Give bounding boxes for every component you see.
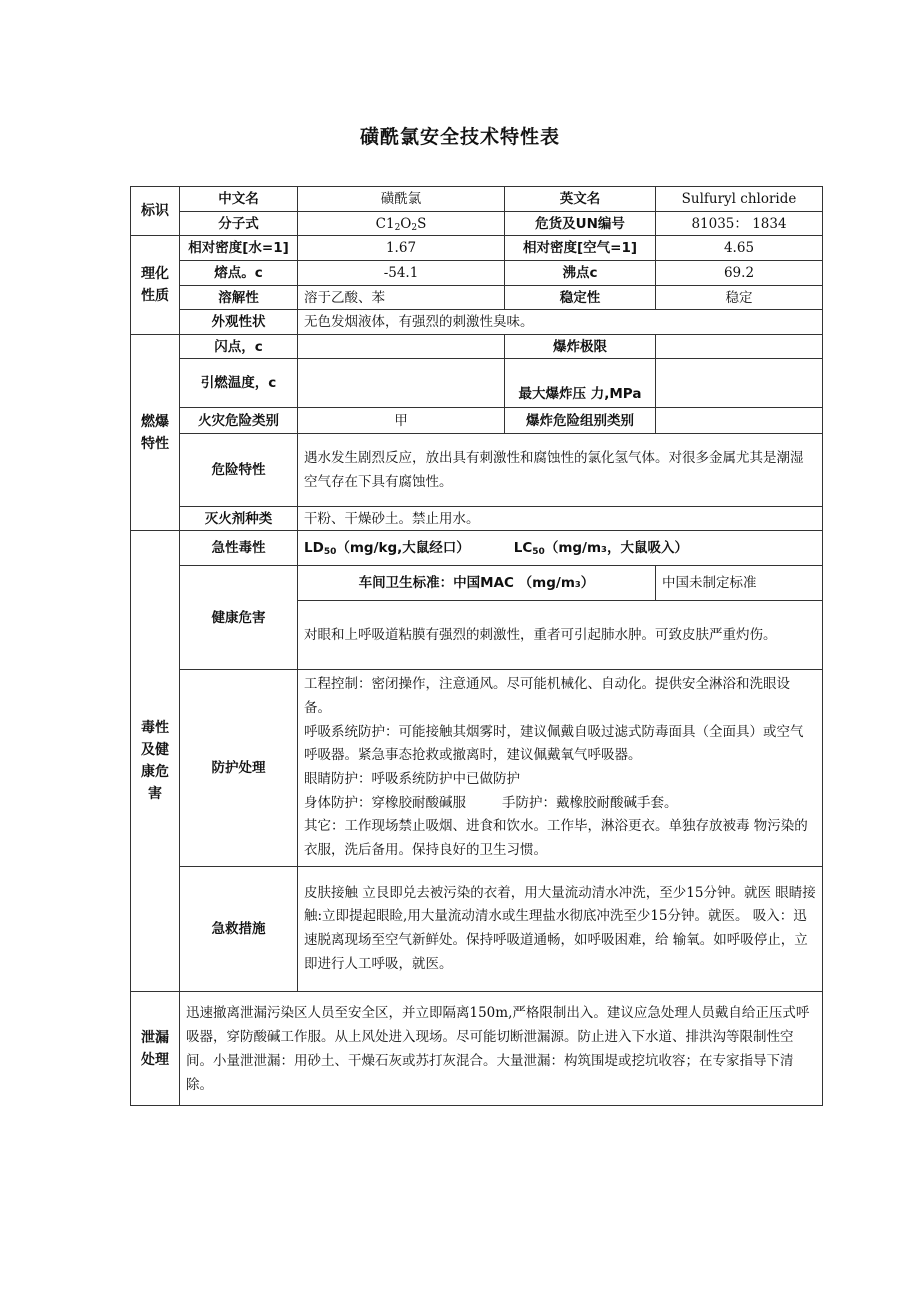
row-density (131, 236, 823, 261)
melting-label: 熔点。c (180, 261, 298, 286)
solubility-value: 溶于乙酸、苯 (298, 286, 505, 310)
body-hand-protection: 身体防护：穿橡胶耐酸碱服 手防护：戴橡胶耐酸碱手套。 (304, 794, 678, 811)
row-extinguish (131, 507, 823, 531)
en-name-value: Sulfuryl chloride (656, 187, 823, 212)
section-leakage: 泄漏 处理 (131, 992, 180, 1106)
en-name-label: 英文名 (505, 187, 656, 212)
explosion-group-label: 爆炸危险组别类别 (505, 408, 656, 434)
firstaid-value: 皮肤接触 立艮即兑去被污染的衣着，用大量流动清水冲洗，至少15分钟。就医 眼睛接触:立即提起眼睑,用大量流动清水或生理盐水彻底冲洗至少15分钟。就医。 吸入：迅速脱离现场至空气新鲜处。保持呼吸道通畅，如呼吸困难，给 输氧。如呼吸停止，立即进行人工呼吸，就医。 (298, 867, 823, 992)
extinguish-label: 灭火剂种类 (180, 507, 298, 531)
cn-name-label: 中文名 (180, 187, 298, 212)
row-acute (131, 531, 823, 566)
row-formula (131, 212, 823, 236)
density-water-label: 相对密度[水=1] (180, 236, 298, 261)
boiling-value: 69.2 (656, 261, 823, 286)
appearance-value: 无色发烟液体，有强烈的刺激性臭味。 (298, 310, 823, 335)
flash-label: 闪点，c (180, 335, 298, 359)
explosion-group-value (656, 408, 823, 434)
section-combustion: 燃爆 特性 (131, 335, 180, 531)
explosion-limit-value (656, 335, 823, 359)
mac-label: 车间卫生标准：中国MAC （mg/m₃） (298, 566, 656, 601)
ignition-value (298, 359, 505, 408)
health-label: 健康危害 (180, 566, 298, 670)
density-air-value: 4.65 (656, 236, 823, 261)
row-ignition (131, 359, 823, 408)
firstaid-label: 急救措施 (180, 867, 298, 992)
safety-data-table (130, 186, 823, 1106)
cn-name-value: 磺酰氯 (298, 187, 505, 212)
appearance-label: 外观性状 (180, 310, 298, 335)
row-mac (131, 566, 823, 601)
other-protection: 其它：工作现场禁止吸烟、进食和饮水。工作毕，淋浴更衣。单独存放被毒 物污染的衣服，洗后备用。保持良好的卫生习惯。 (304, 818, 808, 859)
row-solubility (131, 286, 823, 310)
fire-class-label: 火灾危险类别 (180, 408, 298, 434)
max-pressure-value (656, 359, 823, 408)
row-names (131, 187, 823, 212)
leakage-value: 迅速撤离泄漏污染区人员至安全区，并立即隔离150m,严格限制出入。建议应急处理人员戴自给正压式呼吸器，穿防酸碱工作服。从上风处进入现场。尽可能切断泄漏源。防止进入下水道、排洪沟等限制性空间。小量泄泄漏：用砂土、干燥石灰或苏打灰混合。大量泄漏：构筑围堤或挖坑收容；在专家指导下清除。 (180, 992, 823, 1106)
solubility-label: 溶解性 (180, 286, 298, 310)
row-fire-class (131, 408, 823, 434)
extinguish-value: 干粉、干燥砂土。禁止用水。 (298, 507, 823, 531)
density-water-value: 1.67 (298, 236, 505, 261)
flash-value (298, 335, 505, 359)
boiling-label: 沸点c (505, 261, 656, 286)
row-flash (131, 335, 823, 359)
section-physchem: 理化 性质 (131, 236, 180, 335)
row-hazard (131, 434, 823, 507)
max-pressure-label: 最大爆炸压 力,MPa (505, 359, 656, 408)
un-number-value: 81035： 1834 (656, 212, 823, 236)
hazard-label: 危险特性 (180, 434, 298, 507)
row-leakage (131, 992, 823, 1106)
protection-label: 防护处理 (180, 670, 298, 867)
stability-label: 稳定性 (505, 286, 656, 310)
health-value: 对眼和上呼吸道粘膜有强烈的刺激性，重者可引起肺水肿。可致皮肤严重灼伤。 (298, 601, 823, 670)
row-melting (131, 261, 823, 286)
stability-value: 稳定 (656, 286, 823, 310)
explosion-limit-label: 爆炸极限 (505, 335, 656, 359)
acute-label: 急性毒性 (180, 531, 298, 566)
row-firstaid (131, 867, 823, 992)
ignition-label: 引燃温度，c (180, 359, 298, 408)
acute-value: $LD_{50}(mg/kg$,大鼠经口） $LC_{50}(mg/m_3$，大鼠吸入） (298, 531, 823, 566)
page-title: 磺酰氯安全技术特性表 (359, 126, 560, 148)
section-toxicity: 毒性 及健 康危 害 (131, 531, 180, 992)
engineering-control: 工程控制：密闭操作，注意通风。尽可能机械化、自动化。提供安全淋浴和洗眼设备。 (304, 676, 790, 716)
respiratory-protection: 呼吸系统防护：可能接触其烟雾时，建议佩戴自吸过滤式防毒面具（全面具）或空气呼吸器。紧急事态抢救或撤离时，建议佩戴氧气呼吸器。 (304, 723, 804, 764)
mac-value: 中国未制定标准 (656, 566, 823, 601)
melting-value: -54.1 (298, 261, 505, 286)
fire-class-value: 甲 (298, 408, 505, 434)
section-identification: 标识 (131, 187, 180, 236)
formula-label: 分子式 (180, 212, 298, 236)
eye-protection: 眼睛防护：呼吸系统防护中已做防护 (304, 771, 520, 787)
formula-value: $C1_2O_2S$ (298, 212, 505, 236)
row-protection (131, 670, 823, 867)
hazard-value: 遇水发生剧烈反应，放出具有刺激性和腐蚀性的氯化氢气体。对很多金属尤其是潮湿空气存在下具有腐蚀性。 (298, 434, 823, 507)
un-number-label: 危货及UN编号 (505, 212, 656, 236)
density-air-label: 相对密度[空气=1] (505, 236, 656, 261)
protection-value (298, 670, 823, 867)
row-appearance (131, 310, 823, 335)
